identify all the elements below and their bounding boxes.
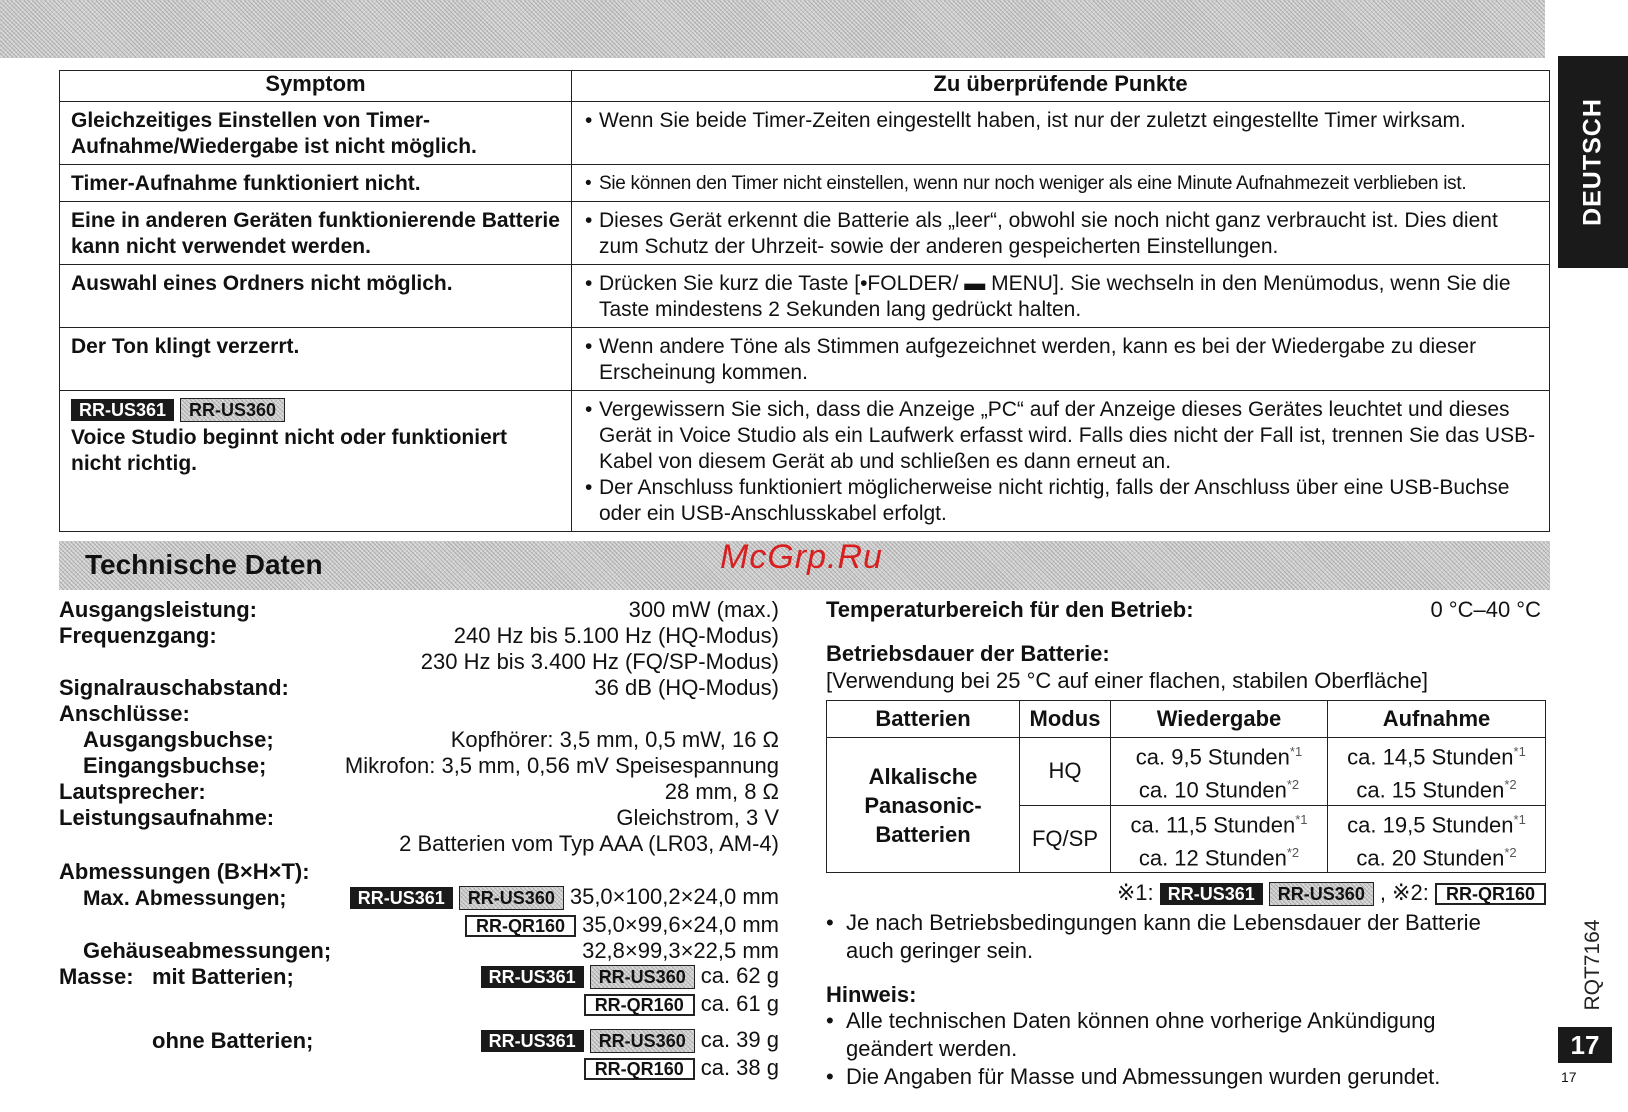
max-dims-us-value: 35,0×100,2×24,0 mm xyxy=(569,884,779,909)
with-batt-us-row xyxy=(481,963,779,989)
check-cell xyxy=(572,265,1550,328)
jacks-label: Anschlüsse: xyxy=(59,701,190,726)
freq-value-hq: 240 Hz bis 5.100 Hz (HQ-Modus) xyxy=(453,623,779,648)
freq-value-fqsp: 230 Hz bis 3.400 Hz (FQ/SP-Modus) xyxy=(420,649,779,674)
check-item: • Wenn Sie beide Timer-Zeiten eingestellt haben, ist nur der zuletzt eingestellte Timer wirksam. xyxy=(585,109,1466,132)
table-row xyxy=(60,102,1550,165)
table-row xyxy=(60,165,1550,202)
section-title: Technische Daten xyxy=(85,549,323,580)
model-badge-us361: RR-US361 xyxy=(481,966,584,988)
recording-cell: ca. 14,5 Stunden$^{*1}$ ca. 15 Stunden$^{*2}$ xyxy=(1328,738,1546,806)
output-value: 300 mW (max.) xyxy=(628,597,779,622)
mode-cell: FQ/SP xyxy=(1020,805,1111,873)
out-jack-value: Kopfhörer: 3,5 mm, 0,5 mW, 16 Ω xyxy=(450,727,779,752)
freq-label: Frequenzgang: xyxy=(59,623,217,648)
model-badge-qr160: RR-QR160 xyxy=(465,915,576,937)
symptom-cell: Der Ton klingt verzerrt. xyxy=(60,328,572,391)
symptom-cell: Eine in anderen Geräten funktionierende Batterie kann nicht verwendet werden. xyxy=(60,202,572,265)
battery-life-label: Betriebsdauer der Batterie: xyxy=(826,641,1110,666)
out-jack-label: Ausgangsbuchse; xyxy=(83,727,274,752)
without-batt-qr-row xyxy=(584,1055,779,1081)
hint-label: Hinweis: xyxy=(826,982,917,1007)
model-badge-qr160: RR-QR160 xyxy=(584,1058,695,1080)
check-cell xyxy=(572,165,1550,202)
with-batt-label: mit Batterien; xyxy=(152,964,294,989)
table-row xyxy=(60,265,1550,328)
check-cell xyxy=(572,391,1550,532)
table-row xyxy=(60,391,1550,532)
in-jack-label: Eingangsbuchse; xyxy=(83,753,267,778)
without-batt-qr-value: ca. 38 g xyxy=(700,1055,779,1080)
col-playback: Wiedergabe xyxy=(1111,701,1328,738)
symptom-cell: Auswahl eines Ordners nicht möglich. xyxy=(60,265,572,328)
model-badge-us361: RR-US361 xyxy=(350,887,453,909)
max-dims-qr-row xyxy=(465,912,779,938)
symptom-cell: Gleichzeitiges Einstellen von Timer-Aufnahme/Wiedergabe ist nicht möglich. xyxy=(60,102,572,165)
col-recording: Aufnahme xyxy=(1328,701,1546,738)
mass-label: Masse: xyxy=(59,964,134,989)
snr-label: Signalrauschabstand: xyxy=(59,675,289,700)
without-batt-label: ohne Batterien; xyxy=(152,1028,314,1053)
check-item: • Vergewissern Sie sich, dass die Anzeige „PC“ auf der Anzeige dieses Gerätes leuchtet und dieses Gerät in Voice Studio als ein Laufwerk erfasst wird. Falls dies nicht der Fall ist, trennen Sie das USB-Kabel von diesem Gerät ab und schließen es dann erneut an. xyxy=(585,398,1536,473)
playback-cell: ca. 11,5 Stunden$^{*1}$ ca. 12 Stunden$^{*2}$ xyxy=(1111,805,1328,873)
hint-item: • Die Angaben für Masse und Abmessungen wurden gerundet. xyxy=(826,1064,1441,1089)
check-cell xyxy=(572,202,1550,265)
table-header-row xyxy=(60,71,1550,102)
housing-label: Gehäuseabmessungen; xyxy=(83,938,332,963)
table-row xyxy=(827,738,1546,806)
check-item: • Dieses Gerät erkennt die Batterie als „leer“, obwohl sie noch nicht ganz verbraucht ist. Dies dient zum Schutz der Uhrzeit- sowie der anderen gespeicherten Einstellungen. xyxy=(585,209,1498,258)
power-batteries: 2 Batterien vom Typ AAA (LR03, AM-4) xyxy=(399,831,779,856)
watermark: McGrp.Ru xyxy=(720,538,883,576)
model-badge-qr160: RR-QR160 xyxy=(1435,883,1546,905)
speaker-label: Lautsprecher: xyxy=(59,779,206,804)
with-batt-qr-row xyxy=(584,991,779,1017)
in-jack-value: Mikrofon: 3,5 mm, 0,56 mV Speisespannung xyxy=(344,753,779,778)
temp-value: 0 °C–40 °C xyxy=(1430,597,1541,622)
check-item: • Wenn andere Töne als Stimmen aufgezeichnet werden, kann es bei der Wiedergabe zu dieser Erscheinung kommen. xyxy=(585,335,1477,384)
document-code: RQT7164 xyxy=(1581,919,1604,1011)
model-badge-us360: RR-US360 xyxy=(590,965,695,989)
battery-note: • Je nach Betriebsbedingungen kann die Lebensdauer der Batterie auch geringer sein. xyxy=(826,910,1481,963)
max-dims-label: Max. Abmessungen; xyxy=(83,887,287,910)
with-batt-us-value: ca. 62 g xyxy=(700,963,779,988)
without-batt-us-value: ca. 39 g xyxy=(700,1027,779,1052)
table-row xyxy=(60,202,1550,265)
power-value: Gleichstrom, 3 V xyxy=(616,805,779,830)
check-item: • Der Anschluss funktioniert möglicherweise nicht richtig, falls der Anschluss über eine USB-Buchse oder ein USB-Anschlusskabel erfolgt. xyxy=(585,476,1510,525)
recording-cell: ca. 19,5 Stunden$^{*1}$ ca. 20 Stunden$^{*2}$ xyxy=(1328,805,1546,873)
table-header-row xyxy=(827,701,1546,738)
model-badge-us360: RR-US360 xyxy=(459,886,564,910)
dims-label: Abmessungen (B×H×T): xyxy=(59,859,310,884)
model-badge-us361: RR-US361 xyxy=(71,399,174,421)
without-batt-us-row xyxy=(481,1027,779,1053)
model-badge-us361: RR-US361 xyxy=(1160,883,1263,905)
power-label: Leistungsaufnahme: xyxy=(59,805,275,830)
table-row xyxy=(60,328,1550,391)
snr-value: 36 dB (HQ-Modus) xyxy=(594,675,779,700)
playback-cell: ca. 9,5 Stunden$^{*1}$ ca. 10 Stunden$^{*2}$ xyxy=(1111,738,1328,806)
check-cell xyxy=(572,328,1550,391)
header-pattern-band xyxy=(0,0,1545,58)
symptom-header: Symptom xyxy=(60,71,572,102)
troubleshooting-table xyxy=(59,70,1550,532)
language-tab xyxy=(1558,56,1628,268)
model-badge-us360: RR-US360 xyxy=(1269,882,1374,906)
check-header: Zu überprüfende Punkte xyxy=(572,71,1550,102)
output-label: Ausgangsleistung: xyxy=(59,597,258,622)
model-badge-us360: RR-US360 xyxy=(590,1029,695,1053)
battery-life-table xyxy=(826,700,1546,873)
col-batteries: Batterien xyxy=(827,701,1020,738)
model-badge-us360: RR-US360 xyxy=(180,398,285,422)
check-cell xyxy=(572,102,1550,165)
symptom-cell xyxy=(60,391,572,532)
page-number-small: 17 xyxy=(1561,1069,1577,1085)
speaker-value: 28 mm, 8 Ω xyxy=(664,779,779,804)
hint-item: • Alle technischen Daten können ohne vorherige Ankündigung geändert werden. xyxy=(826,1008,1436,1061)
check-item: • Drücken Sie kurz die Taste [•FOLDER/ ▬ MENU]. Sie wechseln in den Menümodus, wenn Sie die Taste mindestens 2 Sekunden lang gedrückt halten. xyxy=(585,272,1511,321)
battery-brand: Alkalische Panasonic-Batterien xyxy=(827,738,1020,873)
symptom-text: Voice Studio beginnt nicht oder funktioniert nicht richtig. xyxy=(71,426,507,475)
model-badge-qr160: RR-QR160 xyxy=(584,994,695,1016)
language-label: DEUTSCH xyxy=(1578,98,1607,226)
battery-life-conditions: [Verwendung bei 25 °C auf einer flachen, stabilen Oberfläche] xyxy=(826,668,1428,693)
max-dims-us-row xyxy=(350,884,779,910)
housing-value: 32,8×99,3×22,5 mm xyxy=(582,938,779,963)
model-badge-us361: RR-US361 xyxy=(481,1030,584,1052)
max-dims-qr-value: 35,0×99,6×24,0 mm xyxy=(582,912,779,937)
symptom-cell: Timer-Aufnahme funktioniert nicht. xyxy=(60,165,572,202)
mode-cell: HQ xyxy=(1020,738,1111,806)
page-number: 17 xyxy=(1558,1027,1612,1063)
table-footnote: ※1: RR-US361 RR-US360 , ※2: RR-QR160 xyxy=(1117,880,1546,906)
check-item: • Sie können den Timer nicht einstellen, wenn nur noch weniger als eine Minute Aufnahmezeit verblieben ist. xyxy=(585,173,1467,194)
col-mode: Modus xyxy=(1020,701,1111,738)
temp-label: Temperaturbereich für den Betrieb: xyxy=(826,597,1194,622)
with-batt-qr-value: ca. 61 g xyxy=(700,991,779,1016)
